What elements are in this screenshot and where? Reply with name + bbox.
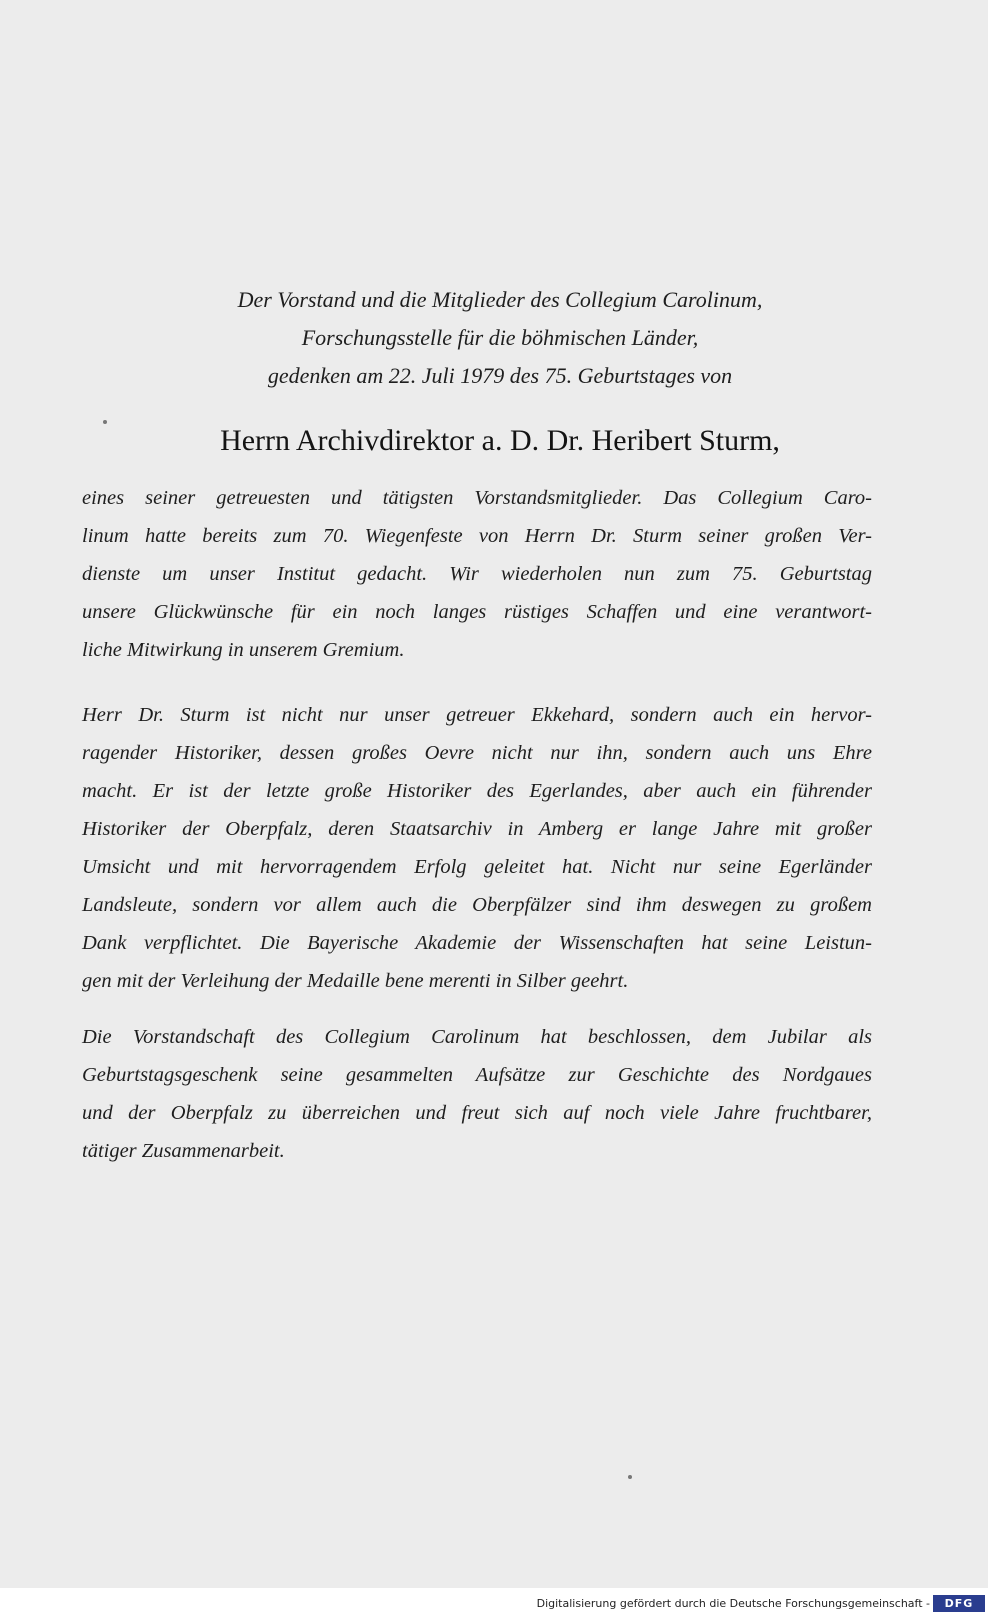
paragraph-line: Umsicht und mit hervorragendem Erfolg geleitet hat. Nicht nur seine Egerländer [82,856,872,878]
scan-speck [103,420,107,424]
dedication-block [150,281,850,395]
page-margin-right [988,0,1000,1588]
paragraph-line: Dank verpflichtet. Die Bayerische Akademie der Wissenschaften hat seine Leistun- [82,932,872,954]
dfg-logo: DFG [933,1595,985,1612]
paragraph-line: dienste um unser Institut gedacht. Wir wiederholen nun zum 75. Geburtstag [82,563,872,585]
honoree-name: Herrn Archivdirektor a. D. Dr. Heribert Sturm, [220,424,780,457]
dedication-line: Forschungsstelle für die böhmischen Länder, [301,325,699,350]
dedication-line: gedenken am 22. Juli 1979 des 75. Geburtstages von [267,363,733,388]
paragraph-line: Landsleute, sondern vor allem auch die Oberpfälzer sind ihm deswegen zu großem [82,894,872,916]
paragraph-line: Historiker der Oberpfalz, deren Staatsarchiv in Amberg er lange Jahre mit großer [82,818,872,840]
paragraph-line: gen mit der Verleihung der Medaille bene merenti in Silber geehrt. [82,970,629,992]
paragraph-line: eines seiner getreuesten und tätigsten Vorstandsmitglieder. Das Collegium Caro- [82,487,872,509]
paragraph-line: Geburtstagsgeschenk seine gesammelten Aufsätze zur Geschichte des Nordgaues [82,1064,872,1086]
paragraph-line: Herr Dr. Sturm ist nicht nur unser getreuer Ekkehard, sondern auch ein hervor- [82,704,872,726]
paragraph-line: linum hatte bereits zum 70. Wiegenfeste von Herrn Dr. Sturm seiner großen Ver- [82,525,872,547]
paragraph-line: Die Vorstandschaft des Collegium Carolinum hat beschlossen, dem Jubilar als [82,1026,872,1048]
paragraph-line: ragender Historiker, dessen großes Oevre nicht nur ihn, sondern auch uns Ehre [82,742,872,764]
paragraph-line: liche Mitwirkung in unserem Gremium. [82,639,405,661]
dedication-line: Der Vorstand und die Mitglieder des Collegium Carolinum, [237,287,763,312]
paragraph-2 [82,696,872,1000]
scan-speck [628,1475,632,1479]
paragraph-line: unsere Glückwünsche für ein noch langes rüstiges Schaffen und eine verantwort- [82,601,872,623]
digitization-note: Digitalisierung gefördert durch die Deutsche Forschungsgemeinschaft - [536,1597,930,1610]
paragraph-line: und der Oberpfalz zu überreichen und freut sich auf noch viele Jahre fruchtbarer, [82,1102,872,1124]
paragraph-3 [82,1018,872,1170]
paragraph-1 [82,479,872,669]
paragraph-line: tätiger Zusammenarbeit. [82,1140,285,1162]
paragraph-line: macht. Er ist der letzte große Historiker des Egerlandes, aber auch ein führender [82,780,872,802]
